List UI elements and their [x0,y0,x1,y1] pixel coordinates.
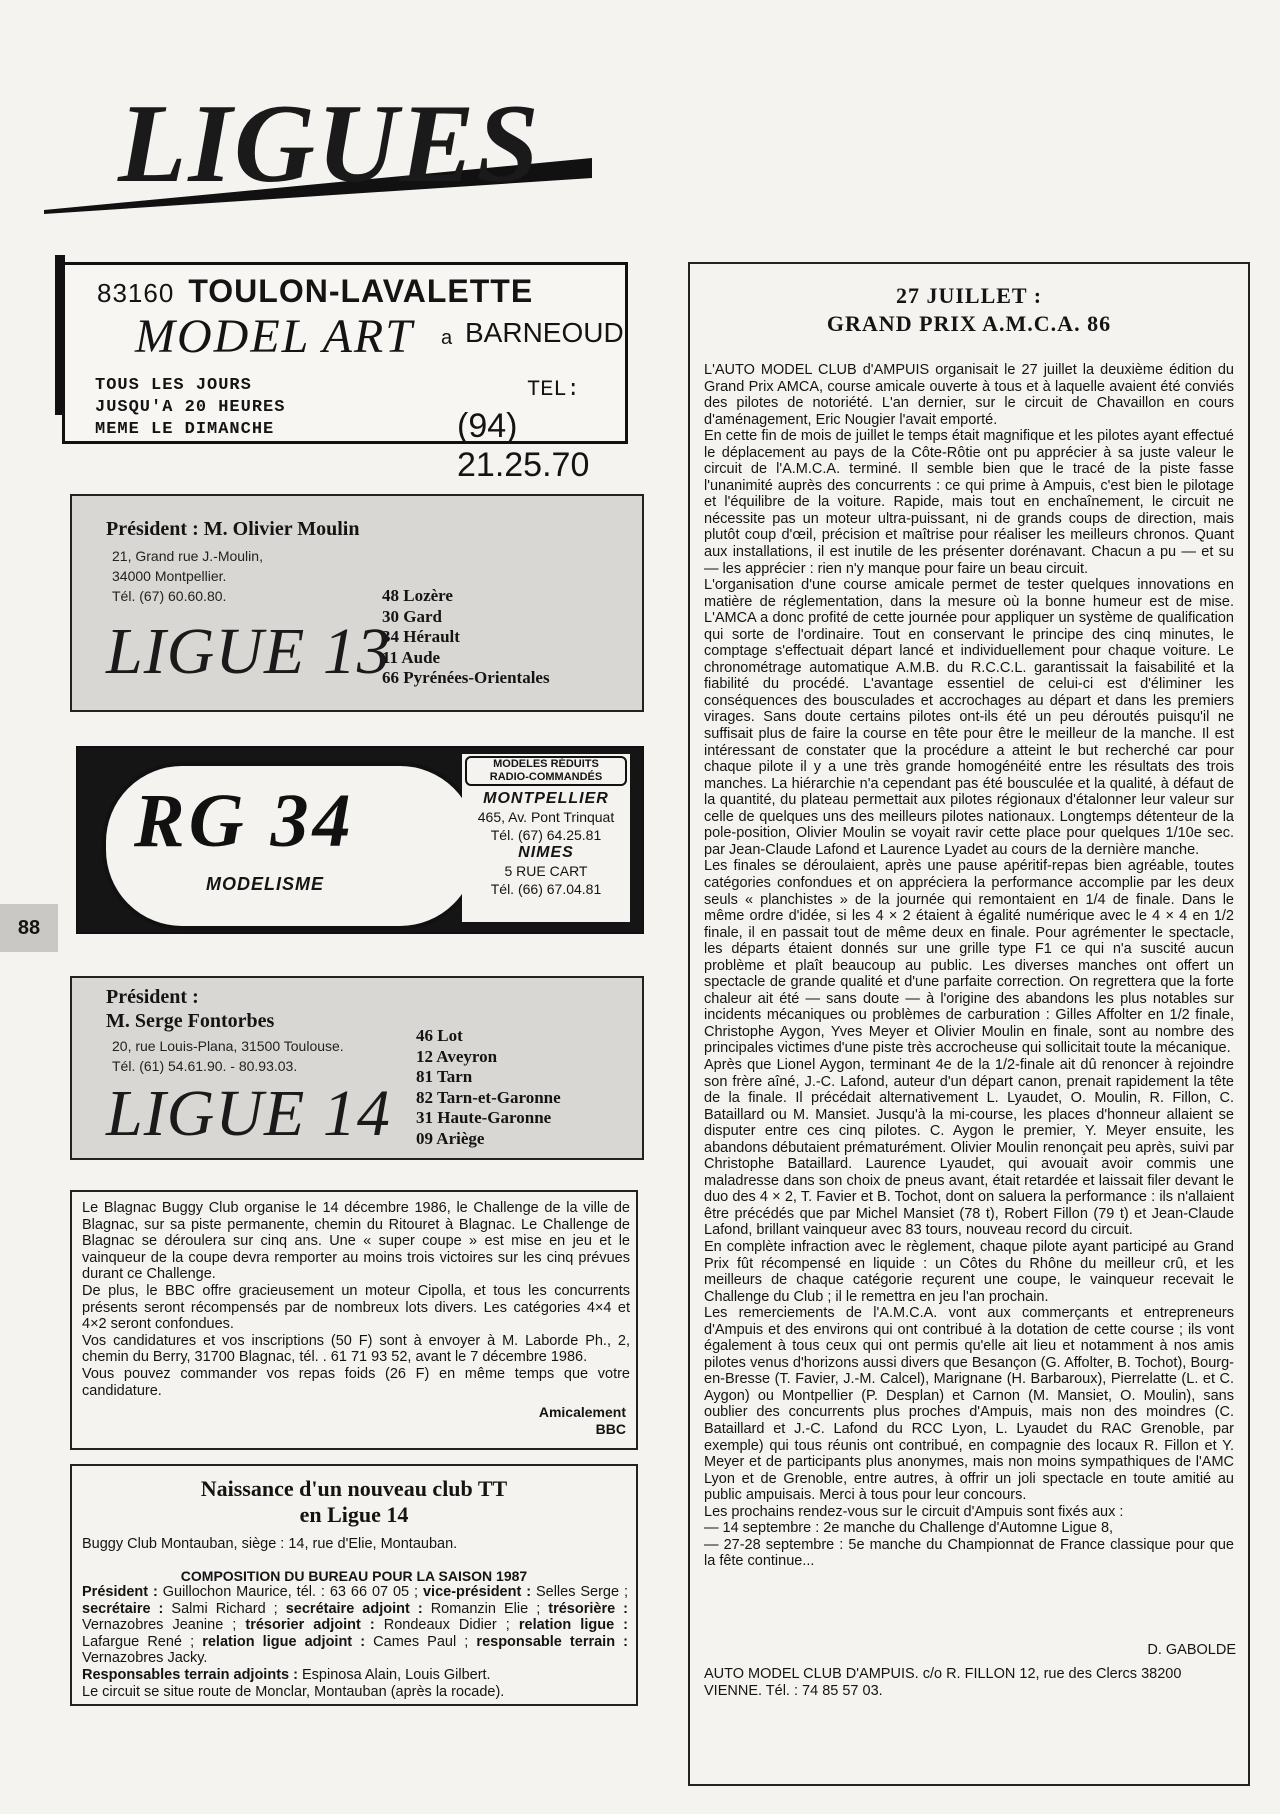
paragraph: Les prochains rendez-vous sur le circuit d'Ampuis sont fixés aux : [704,1503,1124,1520]
article-title [690,282,1248,338]
members-paragraph [82,1584,628,1667]
page-title: LIGUES [118,82,541,206]
department: 66 Pyrénées-Orientales [382,668,550,687]
title-line: 27 JUILLET : [895,283,1043,308]
new-club-box [70,1464,638,1706]
role-name: Salmi Richard ; [163,1600,286,1617]
paragraph: Vos candidatures et vos inscriptions (50 F) sont à envoyer à M. Laborde Ph., 2, chemin du Berry, 31700 Blagnac, tél. . 61 71 93 52, avant le 7 décembre 1986. [82,1332,630,1366]
role-label: secrétaire adjoint : [285,1600,423,1617]
role-name: Rondeaux Didier ; [374,1617,519,1634]
ad-city-line [97,273,533,310]
rg34-tel-1: Tél. (67) 64.25.81 [490,827,602,843]
badge-line: MODELES RÉDUITS [493,758,599,770]
department: 12 Aveyron [416,1046,498,1066]
paragraph: De plus, le BBC offre gracieusement un moteur Cipolla, et tous les concurrents présents seront récompensés par de nombreux lots divers. Les catégories 4×4 et 4×2 seront confondues. [82,1282,630,1333]
title-line: Naissance d'un nouveau club TT [200,1476,508,1501]
department: 31 Haute-Garonne [416,1108,552,1127]
address-line: 34000 Montpellier. [112,568,227,584]
ligue-14-president-label: Président : [106,986,199,1008]
role-label: trésorière : [548,1600,629,1617]
ad-hours-line: JUSQU'A 20 HEURES [95,398,286,417]
ligue-13-box [70,494,644,712]
paragraph: En complète infraction avec le règlement, chaque pilote ayant participé au Grand Prix fût récompensé en liquide : un Côtes du Rhône du meilleur crû, et les meilleurs de chaque catégorie reçurent une coupe, le vainqueur recevait le Challenge du Club ; il le remettra en jeu l'an prochain. [704,1238,1234,1305]
article-footer: AUTO MODEL CLUB D'AMPUIS. c/o R. FILLON 12, rue des Clercs 38200 VIENNE. Tél. : 74 85 57 03. [704,1666,1182,1699]
paragraph: Vous pouvez commander vos repas foids (26 F) en même temps que votre candidature. [82,1365,630,1399]
department: 81 Tarn [416,1067,473,1086]
role-name: Lafargue René ; [82,1633,203,1650]
signature-line: Amicalement [538,1404,626,1420]
paragraph: Les remerciements de l'A.M.C.A. vont aux commerçants et entrepreneurs d'Ampuis et des environs qui ont contribué à la dotation de cette course ; ils vont également à tous ceux qui ont permis qu'elle ait lieu et notamment à nos amis pilotes venus d'horizons aussi divers que Besançon (G. Affolter, B. Tochot), Bourg-en-Bresse (T. Favier, J.-M. Calcel), Marignane (H. Barbaroux), Pierrelatte (L. et C. Aygon) ou Montpellier (P. Desplan) et Carnon (M. Mansiet, O. Moulin), sans oublier des concurrents plus proches d'Ampuis, mais non des moindres (C. Bataillard et J.-C. Lafond du RCC Lyon, L. Lyaudet du RAC Grenoble, par exemple) qui tous réunis ont contribué, en compagnie des locaux R. Fillon et Y. Meyer et de participants plus anonymes, mais non moins sympathiques de l'AMC Lyon et de Grenoble, entre autres, à offrir un joli spectacle en toute amitié au public ampuisais. Merci à tous pour leur concours. [704,1305,1234,1504]
title-line: en Ligue 14 [299,1502,409,1527]
department: 30 Gard [382,606,442,626]
new-club-composition-heading: COMPOSITION DU BUREAU POUR LA SAISON 1987 [180,1568,528,1584]
ligue-14-departments [416,1026,561,1149]
ad-tel-label: TEL: [527,377,580,402]
rg34-badge [465,756,627,786]
ad-hours-line: MEME LE DIMANCHE [95,420,275,439]
role-name: Romanzin Elie ; [422,1600,549,1617]
department: 82 Tarn-et-Garonne [416,1087,561,1107]
rg34-contact [462,754,630,922]
rg34-address-1: 465, Av. Pont Trinquat [477,809,615,825]
rg34-tel-2: Tél. (66) 67.04.81 [490,881,602,897]
ad-hours [95,375,285,441]
department: 46 Lot [416,1026,463,1045]
badge-line: RADIO-COMMANDÉS [489,771,603,783]
role-label: Responsables terrain adjoints : [82,1666,298,1683]
paragraph: Les finales se déroulaient, après une pause apéritif-repas bien agréable, toutes catégories confondues et on appréciera la performance accomplie par les deux seuls « planchistes » de la journée qui remontaient en 1/4 de finale. Dans le même ordre d'idée, si les 4 × 2 étaient à égalité numérique avec le 4 × 4 en 1/2 finale, il en passait tout de même deux en finale. Pour agrémenter le spectacle, les départs étaient donnés sur une grille type F1 ce qui n'a suscité aucun problème et plaît beaucoup au public. Les diverses manches ont offert un spectacle de grande qualité et d'une parfaite correction. On regrettera que la forte chaleur ait été — sans doute — à l'origine des abandons les plus notables sur incidents mécaniques ou problèmes de carburation : Gilles Affolter en 1/2 finale, Christophe Aygon, Yves Meyer et Olivier Moulin en finale, sont au nombre des principales victimes d'une piste très accrocheuse qui sollicitait toute la mécanique. [704,858,1234,1057]
title-line: GRAND PRIX A.M.C.A. 86 [826,311,1112,336]
department: 34 Hérault [382,627,460,646]
paragraph: Le Blagnac Buggy Club organise le 14 décembre 1986, le Challenge de la ville de Blagnac, sur sa piste permanente, chemin du Ritouret à Blagnac. Le Challenge de Blagnac se déroulera sur cinq ans. Une « super coupe » est mise en jeu et le vainqueur de la coupe devra remporter au moins trois victoires sur les cinq prévues durant ce Challenge. [82,1200,630,1283]
address-line: Tél. (67) 60.60.80. [112,588,227,604]
ad-owner: BARNEOUD [465,317,624,348]
ad-shadow [55,255,65,415]
ad-postal-code: 83160 [97,278,175,308]
role-label: trésorier adjoint : [245,1617,375,1634]
role-name: Selles Serge ; [531,1584,628,1600]
ad-city: TOULON-LAVALETTE [188,273,534,309]
rg34-address-2: 5 RUE CART [504,863,588,879]
role-label: vice-président : [422,1584,532,1600]
address-line: Tél. (61) 54.61.90. - 80.93.03. [112,1058,298,1074]
ad-model-art [62,262,628,484]
role-label: responsable terrain : [476,1633,628,1650]
ad-hours-line: TOUS LES JOURS [95,376,252,395]
ligue-14-name: LIGUE 14 [106,1077,391,1150]
ad-rg34 [76,746,644,934]
article-signature: D. GABOLDE [1147,1642,1236,1658]
rg34-city-2: NIMES [518,844,574,861]
ad-a: a [441,327,453,349]
blagnac-signature [539,1404,626,1438]
address-line: 20, rue Louis-Plana, 31500 Toulouse. [112,1038,344,1054]
address-line: 21, Grand rue J.-Moulin, [112,548,263,564]
paragraph: L'organisation d'une course amicale permet de tester quelques innovations en matière de réglementation, dans la mesure où la bonne humeur est de mise. L'AMCA a donc profité de cette journée pour appliquer un système de qualification qui sorte de l'ordinaire. Tout en conservant le principe des cinq minutes, le comptage s'effectuait départ lancé et individuellement pour chaque voiture. Le chronométrage automatique A.M.B. du R.C.C.L. garantissait la faisabilité et la fiabilité du procédé. L'avantage essentiel de celui-ci est d'éliminer les conséquences des bousculades et accrochages au départ et dans les premiers virages. Sans doute certains pilotes ont-ils été un peu déroutés puisqu'il ne suffisait plus de faire la course en tête pour être le meilleur de la manche. Il est intéressant de constater que la procédure a atteint le but recherché car pour chaque pilote il y a une très grande homogénéité entre les résultats des trois manches. La hiérarchie n'a cependant pas été bousculée et la qualité, à défaut de la quantité, du plateau permettait aux pilotes régionaux d'étalonner leur valeur sur celle de quelques uns des meilleurs pilotes nationaux. Longtemps détenteur de la pole-position, Olivier Moulin se voyait ravir cette place pour quelques 1/10e sec. par Jean-Claude Lafond et Laurence Lyadet au cours de la dernière manche. [704,577,1234,858]
ligue-13-departments [382,586,550,689]
role-label: Président : [82,1584,158,1600]
department: 09 Ariège [416,1128,485,1148]
blagnac-challenge-box [70,1190,638,1450]
ligue-14-address [112,1036,344,1076]
signature-line: BBC [595,1421,626,1437]
paragraph: — 14 septembre : 2e manche du Challenge d'Automne Ligue 8, [704,1520,1114,1537]
role-label: secrétaire : [82,1600,164,1617]
responsables-line [82,1667,628,1684]
paragraph: Après que Lionel Aygon, terminant 4e de la 1/2-finale ait dû renoncer à rejoindre son frère aîné, J.-C. Lafond, auteur d'un départ canon, prenait rapidement la tête de la finale. Il précédait alternativement L. Lyaudet, O. Moulin, R. Fillon, C. Bataillard ou M. Mansiet. Jusqu'à la mi-course, les places d'honneur allaient se disputer entre ces cinq pilotes. C. Aygon le premier, Y. Meyer ensuite, les abandons débutaient prématurément. Olivier Moulin renonçait peu après, suivi par Christophe Bataillard. Laurence Lyaudet, qui avouait avoir commis une maladresse dans son choix de pneus avant, était retardée et laissait filer devant le duo des 4 × 2, T. Favier et B. Tochot, dont on saluera la performance : ils n'allaient être précédés que par Michel Mansiet (78 t), Robert Fillon (79 t) et Jean-Claude Lafond, brillant vainqueur avec 83 tours, nouveau record du circuit. [704,1056,1234,1239]
ligue-13-address [112,546,263,606]
role-label: relation ligue adjoint : [202,1633,366,1650]
department: 48 Lozère [382,586,453,605]
department: 11 Aude [382,647,441,667]
role-name: Vernazobres Jeanine ; [82,1617,246,1634]
new-club-members [82,1584,628,1700]
paragraph: L'AUTO MODEL CLUB d'AMPUIS organisait le 27 juillet la deuxième édition du Grand Prix AMCA, course amicale ouverte à tous et à laquelle avaient été conviés des pilotes de notoriété. L'an dernier, sur le circuit de Chavaillon en cours d'aménagement, Eric Nougier l'avait emporté. [704,362,1234,428]
role-name: Guillochon Maurice, tél. : 63 66 07 05 ; [157,1584,423,1600]
rg34-city-1: MONTPELLIER [483,790,609,807]
paragraph: En cette fin de mois de juillet le temps était magnifique et les pilotes ayant effectué le déplacement au pays de la Côte-Rôtie ont pu apprécier à sa juste valeur le circuit de l'A.M.C.A. terminé. Il semble bien que le tracé de la piste fasse l'unanimité auprès des concurrents : ce qui prime à Ampuis, c'est bien le pilotage et l'équilibre de la voiture. Rapide, mais tout en enchaînement, le circuit ne nécessite pas un moteur ultra-puissant, ni de grands coups de direction, mais plutôt coup d'œil, précision et maîtrise pour réaliser les meilleurs chronos. Quant aux installations, il est inutile de les présenter dorénavant. Chacun a pu — et su — les apprécier : rien n'y manque pour faire un beau circuit. [704,428,1234,577]
role-name: Cames Paul ; [365,1633,477,1650]
circuit-location: Le circuit se situe route de Monclar, Montauban (après la rocade). [82,1683,505,1700]
ligue-14-box [70,976,644,1160]
ligue-13-name: LIGUE 13 [106,615,391,688]
role-name: Espinosa Alain, Louis Gilbert. [297,1666,491,1683]
new-club-address: Buggy Club Montauban, siège : 14, rue d'Elie, Montauban. [82,1536,458,1552]
article-body [704,362,1234,1570]
ad-shop-name: MODEL ART [135,310,414,363]
role-name: Vernazobres Jacky. [82,1650,208,1667]
article-grand-prix [688,262,1250,1786]
ad-phone: (94) 21.25.70 [457,407,590,484]
page-number: 88 [0,904,58,952]
rg34-logo: RG 34 [134,779,355,863]
ligue-14-president: M. Serge Fontorbes [106,1010,275,1032]
new-club-title [72,1476,636,1528]
paragraph: — 27-28 septembre : 5e manche du Championnat de France classique pour que la fête continue... [704,1536,1234,1570]
ligue-13-president: Président : M. Olivier Moulin [106,518,360,540]
blagnac-text [82,1200,630,1399]
rg34-subtitle: MODELISME [206,874,325,894]
role-label: relation ligue : [518,1617,629,1634]
